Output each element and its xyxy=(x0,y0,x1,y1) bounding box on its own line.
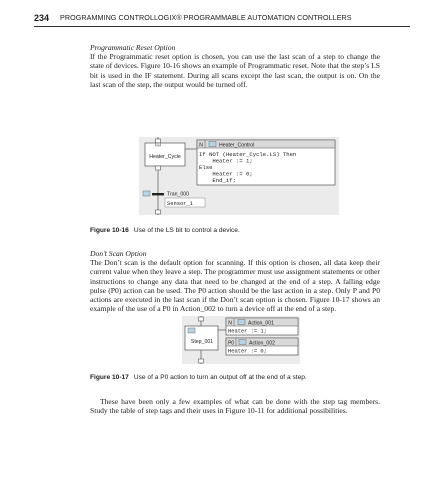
step-name: Step_001 xyxy=(190,339,214,345)
action-2-name: Action_002 xyxy=(249,340,275,347)
action-1-qualifier: N xyxy=(228,320,232,327)
transition-condition: Sensor_1 xyxy=(167,201,193,207)
step-icon xyxy=(188,328,195,333)
action-header-bar xyxy=(197,140,335,148)
step-icon xyxy=(156,143,161,146)
top-connector xyxy=(156,139,161,143)
action-2-qualifier: P0 xyxy=(227,340,235,347)
bottom-connector xyxy=(199,359,204,363)
code-line-5: End_if; xyxy=(199,177,236,184)
code-line-3: Else xyxy=(199,164,213,171)
action-qualifier: N xyxy=(199,142,203,149)
figure-10-17-caption xyxy=(90,374,307,381)
action-icon xyxy=(209,142,216,147)
caption-text: Use of a P0 action to turn an output off at the end of a step. xyxy=(133,374,307,381)
paragraph-dont-scan: The Don’t scan is the default option for scanning. If this option is chosen, all data keep their current value when they leave a step. The programmer must use assignment statements or other instructions to change any data that need to be changed at the end of a step. A falling edge pulse (P0) action can be used. The P0 action should be the last action in a step. Only P and P0 actions are executed in the last scan if the Don’t scan option is chosen. Figure 10-17 shows an example of the use of a P0 in Action_002 to turn a device off at the end of a step. xyxy=(90,258,380,314)
transition-name: Tran_000 xyxy=(167,191,190,198)
action-icon xyxy=(238,320,245,325)
paragraph-programmatic-reset: If the Programmatic reset option is chosen, you can use the last scan of a step to change the state of devices. Figure 10-16 shows an example of Programmatic reset. Note that the step’s LS bit is used in the IF statement. During all scans except the last scan, the output is on. On the last scan of the step, the output would be turned off. xyxy=(90,52,380,89)
caption-text: Use of the LS bit to control a device. xyxy=(133,227,240,234)
transition-bar xyxy=(152,193,164,195)
section-heading-dont-scan: Don’t Scan Option xyxy=(90,249,147,258)
caption-label: Figure 10-16 xyxy=(90,227,129,234)
top-connector xyxy=(199,317,204,321)
header-rule xyxy=(34,26,410,27)
figure-10-16 xyxy=(139,137,359,217)
step-name: Heater_Cycle xyxy=(149,154,181,160)
caption-label: Figure 10-17 xyxy=(90,374,129,381)
paragraph-closing: These have been only a few examples of what can be done with the step tag members. Study the table of step tags and their uses in Figure 10-11 for additional possibilities. xyxy=(90,397,380,416)
running-header xyxy=(34,13,410,27)
section-heading-programmatic-reset: Programmatic Reset Option xyxy=(90,43,176,52)
figure-10-16-caption xyxy=(90,227,240,234)
action-1-code: Heater := 1; xyxy=(228,328,267,335)
code-line-4: Heater := 0; xyxy=(199,170,253,178)
figure-10-16-diagram xyxy=(139,137,359,217)
figure-10-17-diagram xyxy=(182,316,302,366)
action-icon xyxy=(239,340,246,345)
code-line-2: Heater := 1; xyxy=(199,157,253,165)
code-line-1: If NOT (Heater_Cycle.LS) Then xyxy=(199,151,297,158)
action-1-name: Action_001 xyxy=(248,320,274,327)
action-name: Heater_Control xyxy=(219,142,255,149)
bottom-connector xyxy=(156,210,161,214)
action-2-code: Heater := 0; xyxy=(228,348,267,355)
step-output-connector xyxy=(156,166,161,170)
page-number: 234 xyxy=(34,13,50,23)
figure-10-17 xyxy=(182,316,302,366)
transition-icon xyxy=(143,191,150,196)
header-title: PROGRAMMING CONTROLLOGIX® PROGRAMMABLE AUTOMATION CONTROLLERS xyxy=(60,13,352,22)
